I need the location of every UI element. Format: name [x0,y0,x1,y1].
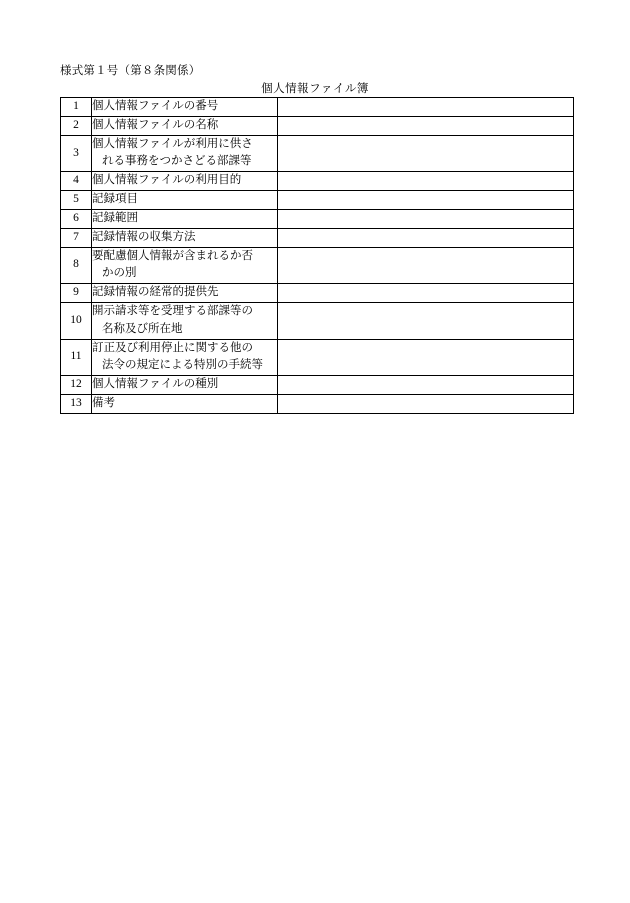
page-title: 個人情報ファイル簿 [261,83,369,95]
row-label [92,247,278,284]
row-value[interactable] [278,228,574,247]
row-number: 1 [61,98,92,117]
row-number: 9 [61,284,92,303]
table-row [61,284,574,303]
row-label-line: 訂正及び利用停止に関する他の [92,341,253,354]
row-value[interactable] [278,376,574,395]
row-number: 8 [61,247,92,284]
table-row [61,98,574,117]
row-label [92,284,278,303]
table-row [61,339,574,376]
row-label-line: 名称及び所在地 [102,322,183,335]
row-value[interactable] [278,191,574,210]
table-row [61,209,574,228]
row-value[interactable] [278,247,574,284]
row-label-line: 個人情報ファイルの利用目的 [92,174,242,187]
row-label-line: 個人情報ファイルの番号 [92,100,219,112]
row-label [92,339,278,376]
row-label [92,228,278,247]
table-row [61,376,574,395]
row-label [92,376,278,395]
row-number: 2 [61,116,92,135]
row-label [92,172,278,191]
row-value[interactable] [278,339,574,376]
row-number: 7 [61,228,92,247]
row-number: 4 [61,172,92,191]
table-row [61,247,574,284]
row-label [92,209,278,228]
row-label [92,302,278,339]
row-number: 6 [61,209,92,228]
row-label [92,191,278,210]
row-label-line: 開示請求等を受理する部課等の [92,304,253,317]
row-label [92,395,278,414]
table-row [61,302,574,339]
row-value[interactable] [278,116,574,135]
row-label-line: 個人情報ファイルの名称 [92,118,219,131]
row-value[interactable] [278,98,574,117]
row-label [92,116,278,135]
row-number: 13 [61,395,92,414]
row-label-line: かの別 [102,267,137,280]
row-label-line: 法令の規定による特別の手続等 [102,359,263,372]
row-label-line: 要配慮個人情報が含まれるか否 [92,249,253,262]
row-label [92,135,278,172]
table-row [61,228,574,247]
table-row [61,191,574,210]
row-label-line: 個人情報ファイルの種別 [92,378,219,391]
row-value[interactable] [278,172,574,191]
row-label-line: 記録情報の経常的提供先 [92,286,219,299]
row-label-line: 備考 [92,397,115,409]
table-body [61,98,574,414]
row-label-line: 個人情報ファイルが利用に供さ [92,137,253,150]
table-row [61,116,574,135]
personal-information-file-table [60,97,574,414]
table-row [61,135,574,172]
row-value[interactable] [278,284,574,303]
row-value[interactable] [278,135,574,172]
row-number: 12 [61,376,92,395]
row-label-line: 記録範囲 [92,211,138,224]
row-number: 5 [61,191,92,210]
row-value[interactable] [278,209,574,228]
table-row [61,172,574,191]
row-value[interactable] [278,395,574,414]
row-label [92,98,278,117]
table-row [61,395,574,414]
row-value[interactable] [278,302,574,339]
row-number: 10 [61,302,92,339]
row-number: 3 [61,135,92,172]
form-number: 様式第１号（第８条関係） [60,65,201,77]
row-label-line: れる事務をつかさどる部課等 [102,155,252,168]
form-table-wrapper [60,97,570,414]
row-label-line: 記録情報の収集方法 [92,230,196,243]
row-label-line: 記録項目 [92,193,138,206]
row-number: 11 [61,339,92,376]
